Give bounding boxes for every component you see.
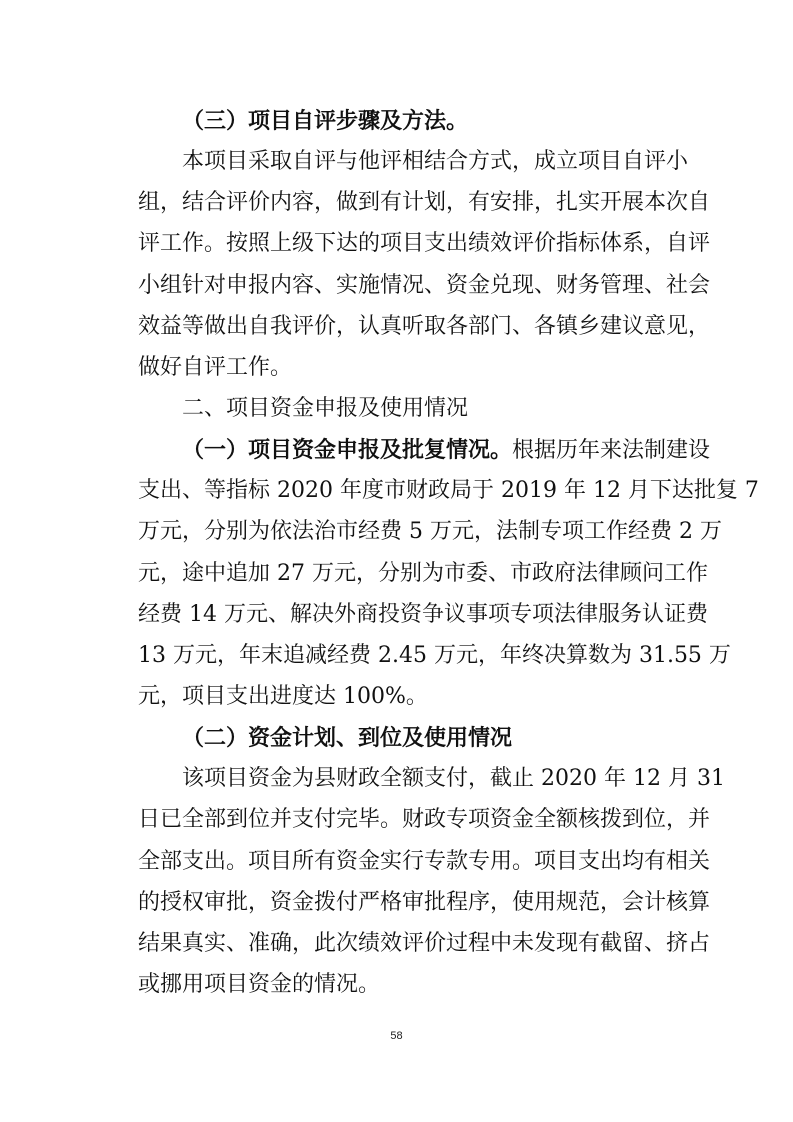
paragraph-line: 支出、等指标 2020 年度市财政局于 2019 年 12 月下达批复 7 (138, 478, 759, 503)
paragraph-line: 的授权审批，资金拨付严格审批程序，使用规范，会计核算 (138, 890, 711, 915)
paragraph-line: 本项目采取自评与他评相结合方式，成立项目自评小 (182, 149, 689, 174)
paragraph-line: 该项目资金为县财政全额支付，截止 2020 年 12 月 31 (182, 766, 725, 791)
paragraph-line: 13 万元，年末追减经费 2.45 万元，年终决算数为 31.55 万 (138, 643, 731, 668)
page-number: 58 (390, 1030, 403, 1042)
paragraph-line: 结果真实、准确，此次绩效评价过程中未发现有截留、挤占 (138, 931, 711, 956)
subheading-fund-plan-usage: （二）资金计划、到位及使用情况 (182, 725, 513, 751)
paragraph-text: 根据历年来法制建设 (512, 438, 711, 463)
paragraph-line: 元，途中追加 27 万元，分别为市委、市政府法律顾问工作 (138, 561, 708, 586)
paragraph-line: 组，结合评价内容，做到有计划，有安排，扎实开展本次自 (138, 190, 711, 215)
paragraph-line-with-bold-lead (182, 430, 711, 470)
paragraph-line: 日已全部到位并支付完毕。财政专项资金全额核拨到位，并 (138, 807, 711, 832)
paragraph-line: 或挪用项目资金的情况。 (138, 972, 381, 997)
section-heading-fund-application: 二、项目资金申报及使用情况 (182, 396, 469, 421)
paragraph-line: 元，项目支出进度达 100%。 (138, 684, 428, 709)
paragraph-line: 全部支出。项目所有资金实行专款专用。项目支出均有相关 (138, 849, 711, 874)
paragraph-line: 效益等做出自我评价，认真听取各部门、各镇乡建议意见， (138, 314, 711, 339)
paragraph-line: 万元，分别为依法治市经费 5 万元，法制专项工作经费 2 万 (138, 519, 722, 544)
paragraph-line: 评工作。按照上级下达的项目支出绩效评价指标体系，自评 (138, 231, 711, 256)
paragraph-line: 小组针对申报内容、实施情况、资金兑现、财务管理、社会 (138, 273, 711, 298)
paragraph-line: 经费 14 万元、解决外商投资争议事项专项法律服务认证费 (138, 602, 708, 627)
paragraph-line: 做好自评工作。 (138, 355, 293, 380)
section-heading-self-evaluation-steps: （三）项目自评步骤及方法。 (182, 108, 469, 134)
subheading-fund-approval: （一）项目资金申报及批复情况。 (182, 437, 513, 463)
